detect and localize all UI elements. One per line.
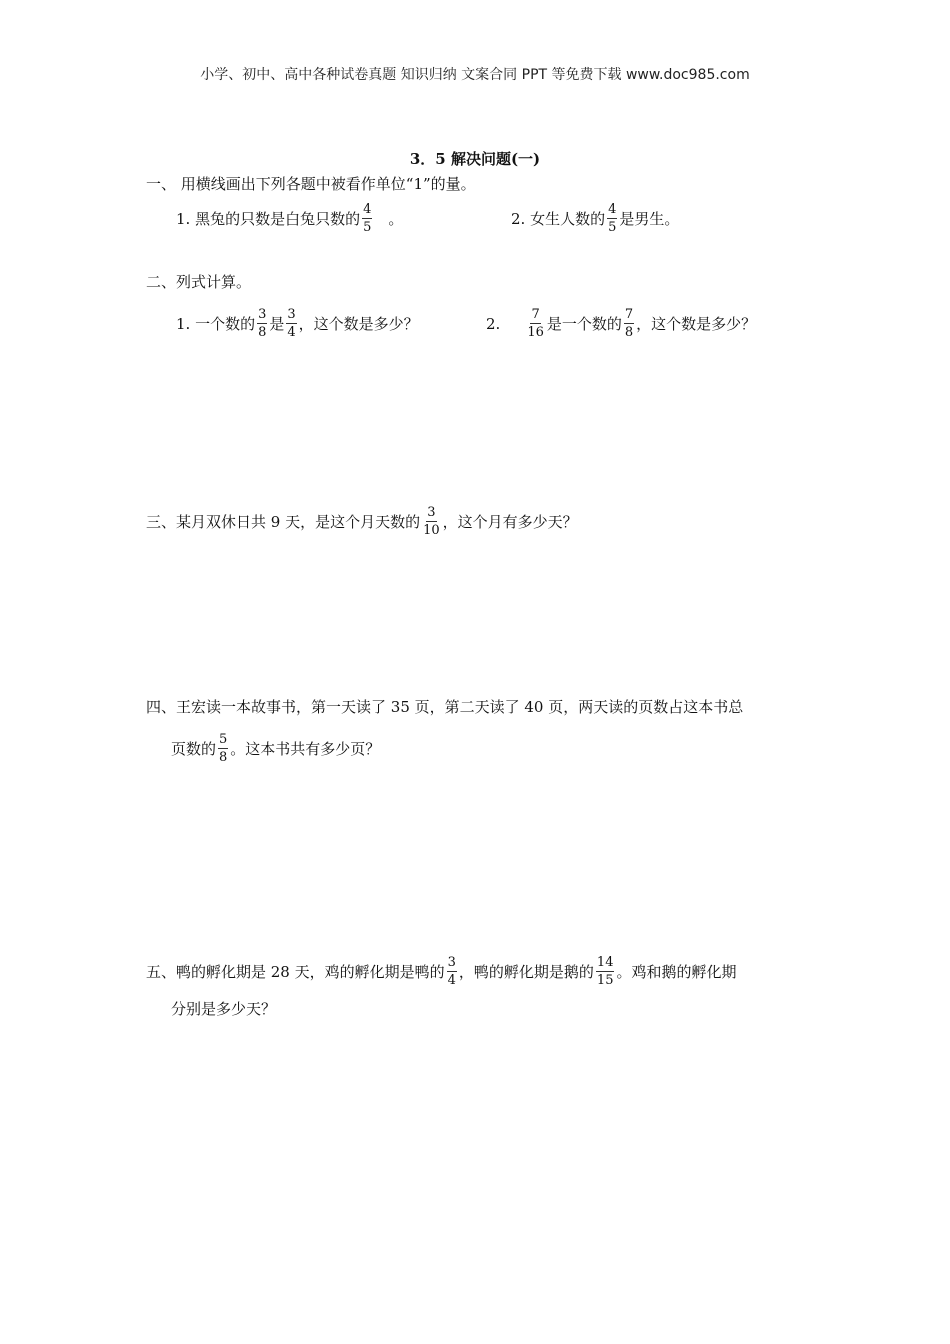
- section-4-line-1: 四、王宏读一本故事书，第一天读了 35 页，第二天读了 40 页，两天读的页数占这本书总: [146, 698, 744, 716]
- question-text: ，这个月有多少天？: [442, 512, 578, 531]
- denominator: 16: [527, 325, 544, 340]
- numerator: 4: [363, 202, 372, 217]
- numerator: 14: [596, 955, 614, 970]
- fraction: [624, 307, 634, 340]
- numerator: 3: [287, 307, 296, 322]
- section-2-question-2: [486, 307, 756, 340]
- question-text: 。: [388, 209, 404, 228]
- question-text: 2. 女生人数的: [511, 209, 606, 228]
- numerator: 7: [624, 307, 634, 322]
- question-text: 是男生。: [619, 209, 680, 228]
- fraction: [596, 955, 615, 988]
- denominator: 8: [219, 750, 228, 765]
- fraction: [607, 202, 617, 235]
- section-2-question-1: [176, 307, 419, 340]
- denominator: 10: [423, 523, 440, 538]
- numerator: 3: [427, 505, 436, 520]
- section-2-heading: 二、列式计算。: [146, 273, 252, 291]
- fraction: [257, 307, 267, 340]
- numerator: 3: [258, 307, 267, 322]
- section-4-line-2: [171, 732, 380, 765]
- question-text: 页数的: [171, 739, 217, 758]
- question-text: 。这本书共有多少页？: [230, 739, 381, 758]
- denominator: 5: [363, 220, 372, 235]
- fraction: [422, 505, 441, 538]
- section-1-question-2: [511, 202, 679, 235]
- question-text: 五、鸭的孵化期是 28 天，鸡的孵化期是鸭的: [146, 962, 445, 981]
- question-text: 1. 黑兔的只数是白兔只数的: [176, 209, 361, 228]
- fraction: [218, 732, 228, 765]
- numerator: 4: [608, 202, 617, 217]
- denominator: 5: [608, 220, 617, 235]
- question-text: ，这个数是多少？: [636, 314, 757, 333]
- worksheet-title: 3．5 解决问题(一): [409, 150, 541, 168]
- denominator: 8: [624, 325, 634, 340]
- section-5-line-1: [146, 955, 736, 988]
- numerator: 5: [219, 732, 228, 747]
- question-text: 是: [269, 314, 285, 333]
- section-5-line-2: 分别是多少天？: [171, 1000, 277, 1018]
- page-header-banner: 小学、初中、高中各种试卷真题 知识归纳 文案合同 PPT 等免费下载 www.doc985.com: [200, 67, 750, 83]
- question-text: 是一个数的: [546, 314, 622, 333]
- numerator: 7: [531, 307, 540, 322]
- question-text: ，这个数是多少？: [298, 314, 419, 333]
- question-text: 2.: [486, 314, 501, 333]
- question-text: 。鸡和鹅的孵化期: [616, 962, 737, 981]
- fraction: [362, 202, 372, 235]
- section-1-heading: 一、 用横线画出下列各题中被看作单位“1”的量。: [146, 175, 476, 193]
- question-text: 1. 一个数的: [176, 314, 256, 333]
- fraction: [447, 955, 457, 988]
- denominator: 15: [596, 973, 614, 988]
- section-3-question: [146, 505, 578, 538]
- numerator: 3: [447, 955, 456, 970]
- fraction: [286, 307, 296, 340]
- question-text: 三、某月双休日共 9 天，是这个月天数的: [146, 512, 421, 531]
- question-text: ，鸭的孵化期是鹅的: [458, 962, 594, 981]
- section-1-question-1: [176, 202, 403, 235]
- fraction: [526, 307, 545, 340]
- denominator: 8: [258, 325, 267, 340]
- denominator: 4: [447, 973, 456, 988]
- denominator: 4: [287, 325, 296, 340]
